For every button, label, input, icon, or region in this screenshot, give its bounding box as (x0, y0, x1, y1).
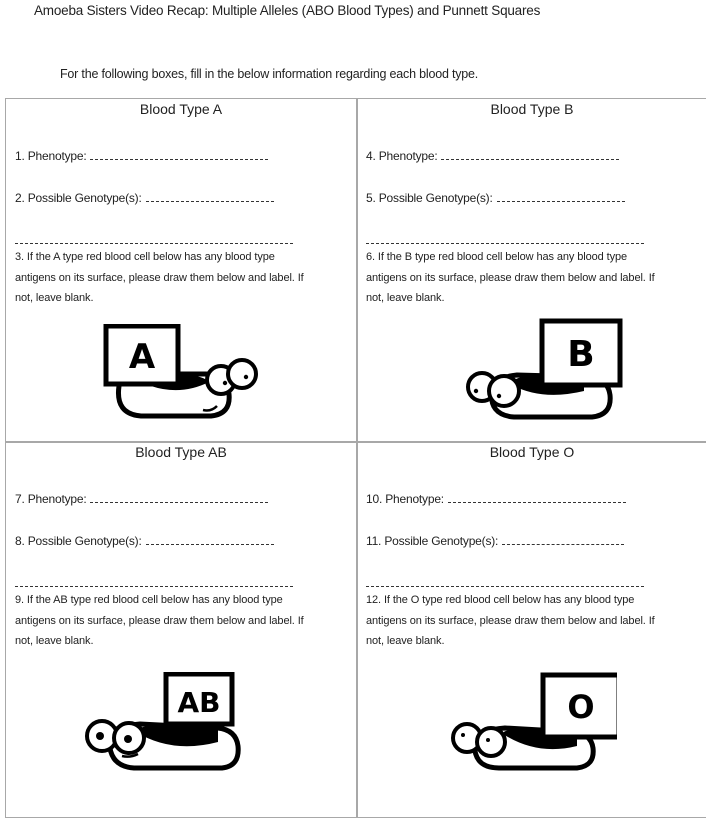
phenotype-question (15, 149, 268, 163)
phenotype-question (366, 149, 619, 163)
genotype-question (15, 534, 274, 548)
phenotype-label: 10. Phenotype: (366, 492, 444, 506)
antigen-label: AB (177, 686, 221, 719)
genotype-blank[interactable] (146, 191, 274, 202)
box-heading: Blood Type AB (135, 444, 227, 460)
phenotype-label: 7. Phenotype: (15, 492, 87, 506)
answer-line[interactable] (366, 243, 644, 244)
answer-line[interactable] (15, 586, 293, 587)
phenotype-blank[interactable] (90, 492, 268, 503)
antigen-label: O (567, 688, 595, 726)
antigen-prompt: 3. If the A type red blood cell below has any blood type antigens on its surface, please draw them below and label. If not, leave blank. (15, 251, 304, 304)
genotype-label: 2. Possible Genotype(s): (15, 191, 142, 205)
answer-line[interactable] (366, 586, 644, 587)
genotype-blank[interactable] (502, 534, 624, 545)
red-blood-cell-b-illustration (462, 317, 627, 422)
antigen-label: B (567, 334, 595, 375)
phenotype-question (15, 492, 268, 506)
box-heading: Blood Type A (139, 101, 223, 117)
phenotype-label: 1. Phenotype: (15, 149, 87, 163)
box-heading: Blood Type O (489, 444, 575, 460)
box-heading: Blood Type B (490, 101, 574, 117)
red-blood-cell-o-illustration (447, 672, 617, 772)
red-blood-cell-ab-illustration (82, 672, 252, 772)
instructions: For the following boxes, fill in the below information regarding each blood type. (60, 67, 479, 81)
answer-line[interactable] (15, 243, 293, 244)
genotype-blank[interactable] (146, 534, 274, 545)
genotype-question (366, 534, 624, 548)
phenotype-question (366, 492, 626, 506)
genotype-label: 11. Possible Genotype(s): (366, 534, 499, 548)
phenotype-blank[interactable] (441, 149, 619, 160)
genotype-label: 8. Possible Genotype(s): (15, 534, 142, 548)
worksheet-title: Amoeba Sisters Video Recap: Multiple Alleles (ABO Blood Types) and Punnett Squares (34, 3, 541, 18)
box-blood-type-ab (6, 442, 356, 784)
genotype-label: 5. Possible Genotype(s): (366, 191, 493, 205)
antigen-prompt: 6. If the B type red blood cell below has any blood type antigens on its surface, please draw them below and label. If not, leave blank. (366, 251, 655, 304)
genotype-question (366, 191, 625, 205)
phenotype-blank[interactable] (90, 149, 268, 160)
phenotype-blank[interactable] (448, 492, 626, 503)
box-blood-type-a (6, 99, 356, 441)
antigen-prompt: 12. If the O type red blood cell below has any blood type antigens on its surface, please draw them below and label. If not, leave blank. (366, 594, 655, 647)
genotype-question (15, 191, 274, 205)
red-blood-cell-a-illustration (101, 324, 261, 424)
antigen-label: A (128, 337, 156, 377)
blood-type-table (5, 98, 706, 818)
phenotype-label: 4. Phenotype: (366, 149, 438, 163)
antigen-prompt: 9. If the AB type red blood cell below has any blood type antigens on its surface, please draw them below and label. If not, leave blank. (15, 594, 304, 647)
box-blood-type-o (357, 442, 706, 784)
box-blood-type-b (357, 99, 706, 441)
genotype-blank[interactable] (497, 191, 625, 202)
